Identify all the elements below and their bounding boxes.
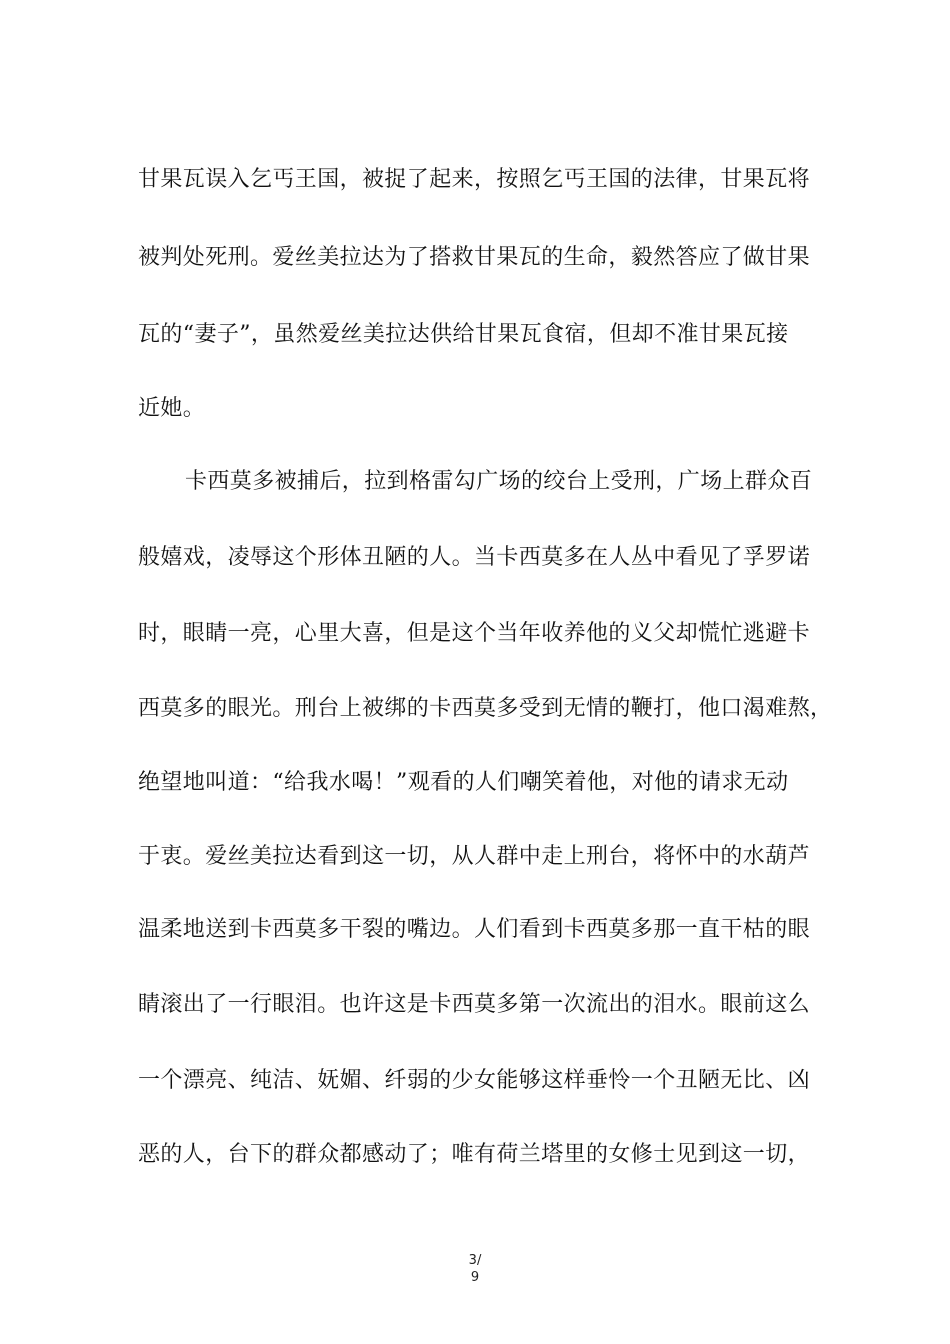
paragraph-1-line-1: 甘果瓦误入乞丐王国，被捉了起来，按照乞丐王国的法律，甘果瓦将	[138, 167, 811, 192]
paragraph-2-line-8: 睛滚出了一行眼泪。也许这是卡西莫多第一次流出的泪水。眼前这么	[138, 992, 811, 1017]
paragraph-2-line-10: 恶的人，台下的群众都感动了；唯有荷兰塔里的女修士见到这一切，	[138, 1142, 811, 1167]
paragraph-1-line-4: 近她。	[138, 396, 206, 421]
paragraph-2-line-9: 一个漂亮、纯洁、妩媚、纤弱的少女能够这样垂怜一个丑陋无比、凶	[138, 1068, 811, 1093]
paragraph-2-line-3: 时，眼睛一亮，心里大喜，但是这个当年收养他的义父却慌忙逃避卡	[138, 621, 811, 646]
paragraph-1-line-2: 被判处死刑。爱丝美拉达为了搭救甘果瓦的生命，毅然答应了做甘果	[138, 245, 811, 270]
paragraph-2-line-6: 于衷。爱丝美拉达看到这一切，从人群中走上刑台，将怀中的水葫芦	[138, 844, 811, 869]
paragraph-2-line-5: 绝望地叫道：“给我水喝！”观看的人们嘲笑着他，对他的请求无动	[138, 770, 789, 795]
paragraph-2-line-2: 般嬉戏，凌辱这个形体丑陋的人。当卡西莫多在人丛中看见了孚罗诺	[138, 545, 811, 570]
paragraph-1-line-3: 瓦的“妻子”，虽然爱丝美拉达供给甘果瓦食宿，但却不准甘果瓦接	[138, 322, 789, 347]
paragraph-2-line-4: 西莫多的眼光。刑台上被绑的卡西莫多受到无情的鞭打，他口渴难熬，	[138, 696, 833, 721]
paragraph-2-line-7: 温柔地送到卡西莫多干裂的嘴边。人们看到卡西莫多那一直干枯的眼	[138, 917, 811, 942]
paragraph-2-line-1: 卡西莫多被捕后，拉到格雷勾广场的绞台上受刑，广场上群众百	[185, 469, 813, 494]
page-number-line-2: 9	[470, 1270, 480, 1285]
page-number-line-1: 3/	[468, 1253, 482, 1268]
